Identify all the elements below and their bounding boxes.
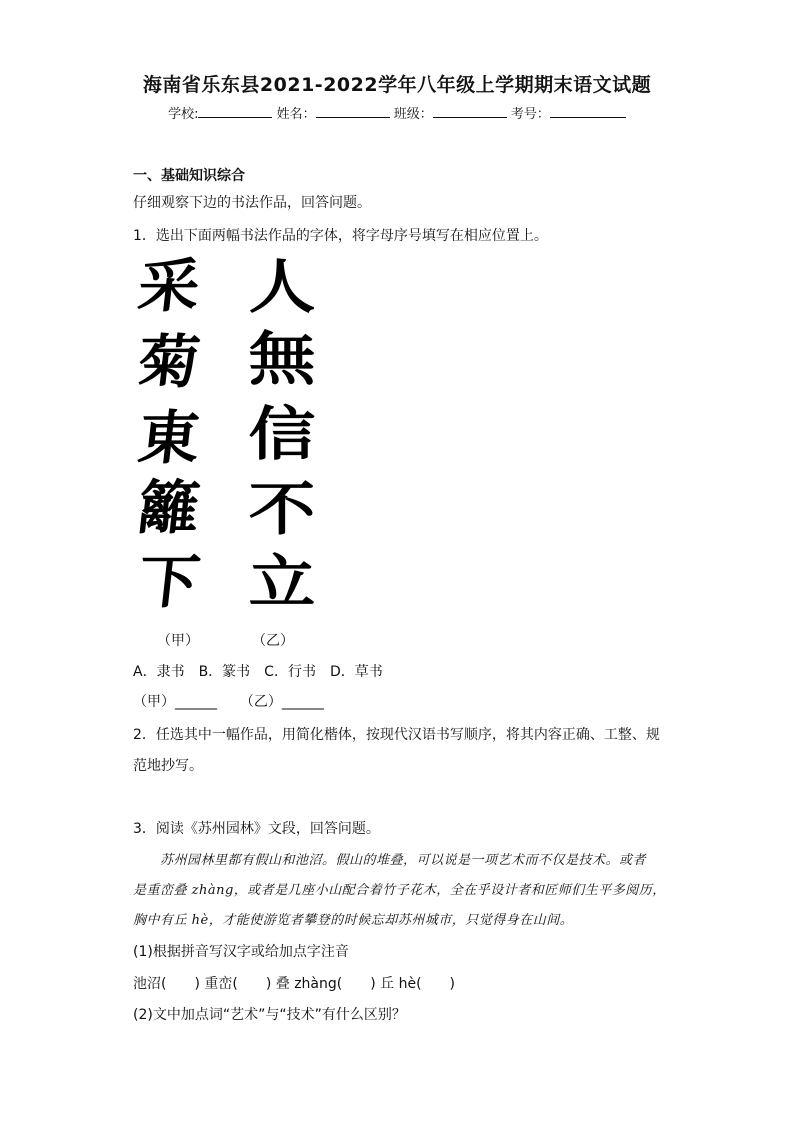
page-title: 海南省乐东县2021-2022学年八年级上学期期末语文试题 [142,74,652,96]
question-3: 3．阅读《苏州园林》文段，回答问题。 [133,821,380,837]
id-blank[interactable] [550,105,626,118]
calligraphy-yi-char-1: 人 [248,253,316,321]
passage-line-1: 苏州园林里都有假山和池沼。假山的堆叠，可以说是一项艺术而不仅是技术。或者 [160,853,647,868]
sub-question-1-blanks[interactable]: 池沼( ) 重峦( ) 叠 zhàng( ) 丘 hè( ) [133,976,455,992]
question-2-line-2: 范地抄写。 [133,758,203,774]
passage-line-2: 是重峦叠 zhàng，或者是几座小山配合着竹子花木，全在乎设计者和匠师们生平多阅历， [133,883,666,898]
answer-jia[interactable]: （甲）______ [133,694,217,710]
class-blank[interactable] [433,105,507,118]
school-blank[interactable] [198,105,272,118]
sub-question-2: (2)文中加点词“艺术”与“技术”有什么区别？ [133,1007,406,1023]
answer-line [133,691,324,711]
calligraphy-jia-char-1: 采 [134,252,204,320]
calligraphy-jia-char-4: 籬 [134,474,204,542]
name-blank[interactable] [316,105,390,118]
calligraphy-jia-char-3: 東 [134,404,204,472]
label-yi: （乙） [252,633,294,649]
question-2-line-1: 2．任选其中一幅作品，用简化楷体，按现代汉语书写顺序，将其内容正确、工整、规 [133,727,660,743]
section-heading: 一、基础知识综合 [133,168,245,184]
school-label: 学校: [168,107,199,122]
name-label: 姓名： [276,107,316,122]
calligraphy-jia-char-2: 菊 [134,328,204,396]
calligraphy-yi-char-5: 立 [248,548,316,616]
calligraphy-yi-char-3: 信 [248,400,316,468]
answer-yi[interactable]: （乙）______ [239,694,324,710]
calligraphy-yi-char-2: 無 [248,325,316,393]
question-1: 1．选出下面两幅书法作品的字体，将字母序号填写在相应位置上。 [133,228,548,244]
label-jia: （甲） [157,633,199,649]
calligraphy-jia-char-5: 下 [134,548,204,616]
id-label: 考号： [510,107,550,122]
calligraphy-yi-char-4: 不 [248,475,316,543]
font-options: A．隶书 B．篆书 C．行书 D．草书 [133,664,383,680]
sub-question-1: (1)根据拼音写汉字或给加点字注音 [133,944,349,960]
passage-line-3: 胸中有丘 hè，才能使游览者攀登的时候忘却苏州城市，只觉得身在山间。 [133,913,574,928]
student-info-line [0,103,794,122]
class-label: 班级： [393,107,433,122]
section-intro: 仔细观察下边的书法作品，回答问题。 [133,195,371,211]
